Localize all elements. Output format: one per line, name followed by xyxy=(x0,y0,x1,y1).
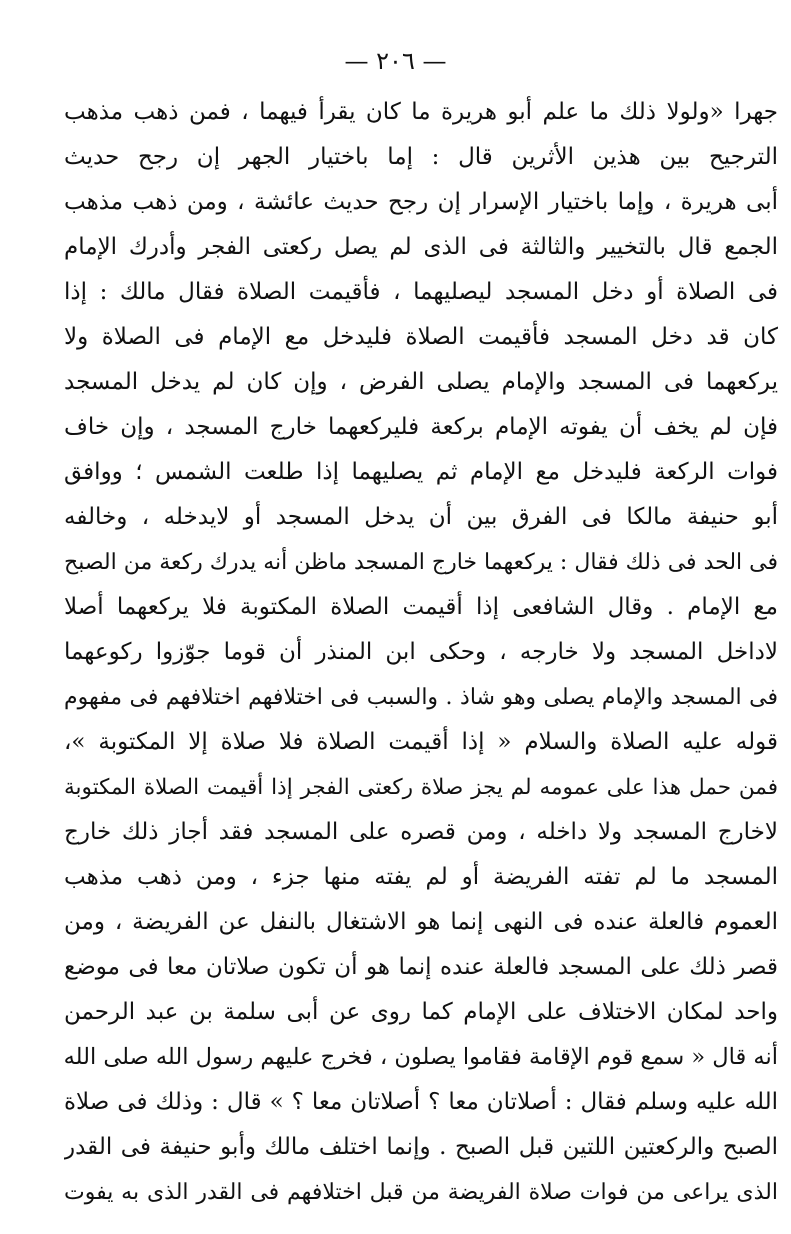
text-line: الترجيح بين هذين الأثرين قال : إما باختيار الجهر إن رجح حديث xyxy=(64,144,778,170)
text-line: يركعهما فى المسجد والإمام يصلى الفرض ، وإن كان لم يدخل المسجد xyxy=(64,369,778,395)
text-line: العموم فالعلة عنده فى النهى إنما هو الاشتغال بالنفل عن الفريضة ، ومن xyxy=(64,909,778,935)
text-line: قوله عليه الصلاة والسلام « إذا أقيمت الصلاة فلا صلاة إلا المكتوبة »، xyxy=(64,729,778,755)
text-line: فوات الركعة فليدخل مع الإمام ثم يصليهما إذا طلعت الشمس ؛ ووافق xyxy=(64,459,778,485)
text-line: كان قد دخل المسجد فأقيمت الصلاة فليدخل مع الإمام فى الصلاة ولا xyxy=(64,324,778,350)
text-line: قصر ذلك على المسجد فالعلة عنده إنما هو أن تكون صلاتان معا فى موضع xyxy=(64,954,778,980)
text-line: مع الإمام . وقال الشافعى إذا أقيمت الصلاة المكتوبة فلا يركعهما أصلا xyxy=(64,594,778,620)
text-line: الجمع قال بالتخيير والثالثة فى الذى لم يصل ركعتى الفجر وأدرك الإمام xyxy=(64,234,778,260)
text-line: المسجد ما لم تفته الفريضة أو لم يفته منها جزء ، ومن ذهب مذهب xyxy=(64,864,778,890)
text-line: فى الحد فى ذلك فقال : يركعهما خارج المسجد ماظن أنه يدرك ركعة من الصبح xyxy=(64,550,778,575)
body-text xyxy=(64,90,778,1215)
text-line: فى المسجد والإمام يصلى وهو شاذ . والسبب فى اختلافهم اختلافهم فى مفهوم xyxy=(64,685,778,710)
text-line: لاخارج المسجد ولا داخله ، ومن قصره على المسجد فقد أجاز ذلك خارج xyxy=(64,819,778,845)
text-line: أبى هريرة ، وإما باختيار الإسرار إن رجح حديث عائشة ، ومن ذهب مذهب xyxy=(64,189,778,215)
text-line: أنه قال « سمع قوم الإقامة فقاموا يصلون ، فخرج عليهم رسول الله صلى الله xyxy=(64,1044,778,1070)
text-line: فى الصلاة أو دخل المسجد ليصليهما ، فأقيمت الصلاة فقال مالك : إذا xyxy=(64,279,778,305)
text-line: الصبح والركعتين اللتين قبل الصبح . وإنما اختلف مالك وأبو حنيفة فى القدر xyxy=(64,1134,778,1160)
text-line: لاداخل المسجد ولا خارجه ، وحكى ابن المنذر أن قوما جوّزوا ركوعهما xyxy=(64,639,778,665)
text-line: فإن لم يخف أن يفوته الإمام بركعة فليركعهما خارج المسجد ، وإن خاف xyxy=(64,414,778,440)
text-line: الذى يراعى من فوات صلاة الفريضة من قبل اختلافهم فى القدر الذى به يفوت xyxy=(64,1180,778,1205)
text-line: أبو حنيفة مالكا فى الفرق بين أن يدخل المسجد أو لايدخله ، وخالفه xyxy=(64,504,778,530)
text-line: جهرا «ولولا ذلك ما علم أبو هريرة ما كان يقرأ فيهما ، فمن ذهب مذهب xyxy=(64,99,778,125)
text-line: واحد لمكان الاختلاف على الإمام كما روى عن أبى سلمة بن عبد الرحمن xyxy=(64,999,778,1025)
text-line: فمن حمل هذا على عمومه لم يجز صلاة ركعتى الفجر إذا أقيمت الصلاة المكتوبة xyxy=(64,775,778,800)
text-line: الله عليه وسلم فقال : أصلاتان معا ؟ أصلاتان معا ؟ » قال : وذلك فى صلاة xyxy=(64,1089,778,1115)
page-number: — ٢٠٦ — xyxy=(344,47,447,75)
